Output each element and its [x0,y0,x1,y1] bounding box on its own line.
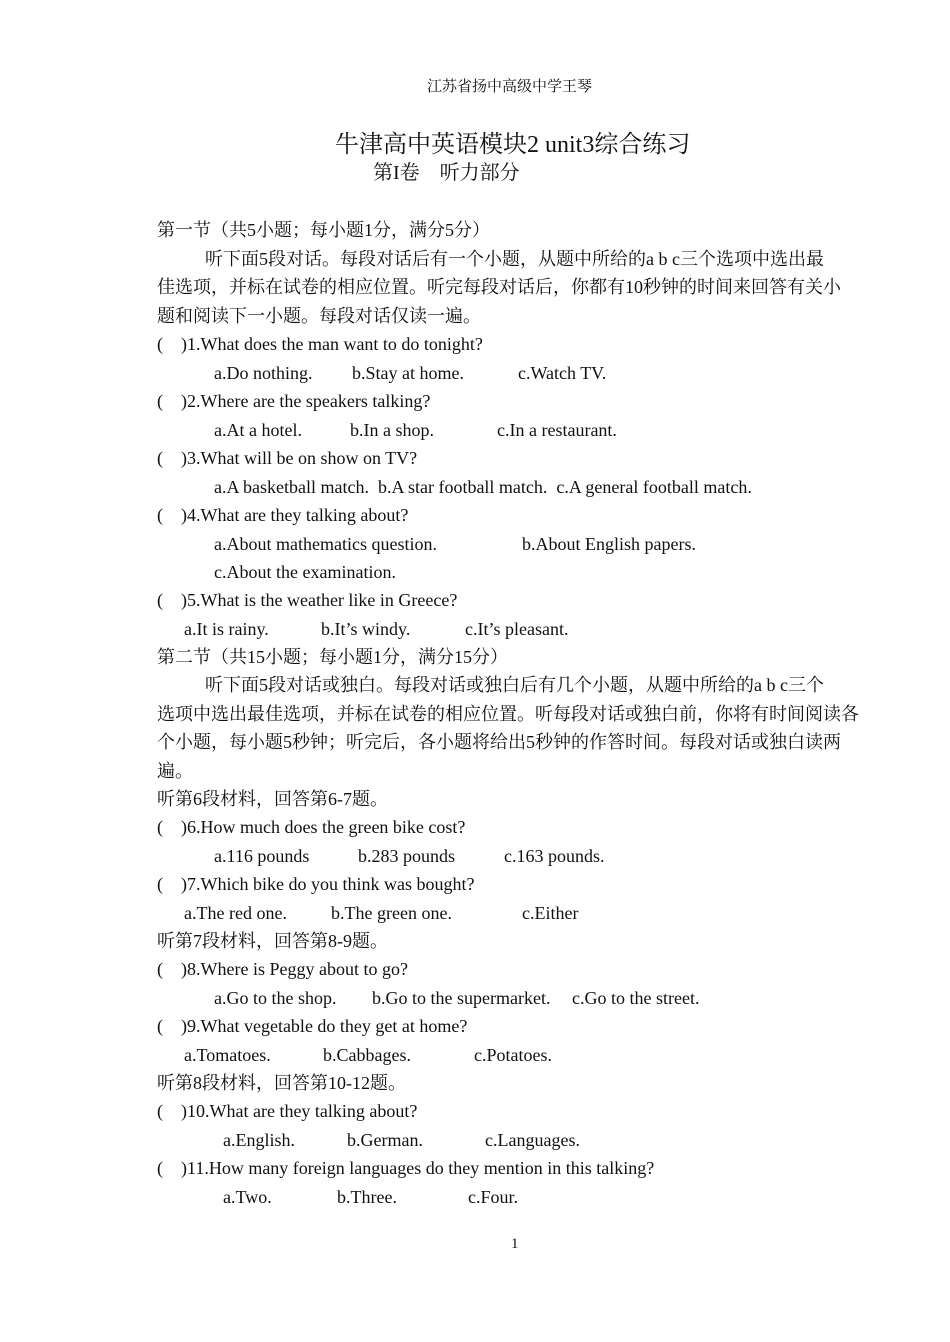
material-8-heading: 听第8段材料，回答第10-12题。 [157,1073,406,1093]
question-8-option-c: c.Go to the street. [572,988,700,1008]
question-7-option-c: c.Either [522,903,579,923]
page-header: 江苏省扬中高级中学王琴 [427,79,593,95]
question-2-stem: ( )2.Where are the speakers talking? [157,391,431,411]
question-10-option-c: c.Languages. [485,1130,580,1150]
document-title: 牛津高中英语模块2 unit3综合练习 [335,132,691,158]
question-3-stem: ( )3.What will be on show on TV? [157,448,418,468]
section1-instructions-line: 听下面5段对话。每段对话后有一个小题，从题中所给的a b c三个选项中选出最 [205,249,824,269]
question-3-options: a.A basketball match. b.A star football match. c.A general football match. [214,477,752,497]
section1-heading: 第一节（共5小题；每小题1分，满分5分） [157,220,490,240]
question-10-option-a: a.English. [223,1130,295,1150]
question-6-option-c: c.163 pounds. [504,846,605,866]
question-11-option-a: a.Two. [223,1187,272,1207]
question-10-stem: ( )10.What are they talking about? [157,1101,418,1121]
question-8-option-b: b.Go to the supermarket. [372,988,551,1008]
document-subtitle: 第I卷 听力部分 [373,162,520,184]
question-9-option-c: c.Potatoes. [474,1045,552,1065]
section2-heading: 第二节（共15小题；每小题1分，满分15分） [157,647,508,667]
question-8-stem: ( )8.Where is Peggy about to go? [157,959,408,979]
question-7-stem: ( )7.Which bike do you think was bought? [157,874,475,894]
question-5-option-c: c.It’s pleasant. [465,619,569,639]
question-9-stem: ( )9.What vegetable do they get at home? [157,1016,468,1036]
question-1-option-a: a.Do nothing. [214,363,313,383]
question-6-stem: ( )6.How much does the green bike cost? [157,817,466,837]
section1-instructions-line: 题和阅读下一小题。每段对话仅读一遍。 [157,306,481,326]
question-1-option-c: c.Watch TV. [518,363,607,383]
section2-instructions-line: 选项中选出最佳选项，并标在试卷的相应位置。听每段对话或独白前，你将有时间阅读各 [157,704,859,724]
question-8-option-a: a.Go to the shop. [214,988,337,1008]
question-5-option-b: b.It’s windy. [321,619,411,639]
question-9-option-b: b.Cabbages. [323,1045,411,1065]
question-1-stem: ( )1.What does the man want to do tonight? [157,334,483,354]
material-6-heading: 听第6段材料，回答第6-7题。 [157,789,388,809]
section1-instructions-line: 佳选项，并标在试卷的相应位置。听完每段对话后，你都有10秒钟的时间来回答有关小 [157,277,841,297]
question-9-option-a: a.Tomatoes. [184,1045,271,1065]
question-7-option-a: a.The red one. [184,903,287,923]
question-4-option-b: b.About English papers. [522,534,696,554]
question-2-option-c: c.In a restaurant. [497,420,617,440]
question-1-option-b: b.Stay at home. [352,363,464,383]
question-11-option-c: c.Four. [468,1187,519,1207]
material-7-heading: 听第7段材料，回答第8-9题。 [157,931,388,951]
question-5-option-a: a.It is rainy. [184,619,269,639]
question-2-option-b: b.In a shop. [350,420,434,440]
question-11-stem: ( )11.How many foreign languages do they mention in this talking? [157,1158,655,1178]
page-number: 1 [511,1236,519,1252]
question-10-option-b: b.German. [347,1130,423,1150]
section2-instructions-line: 听下面5段对话或独白。每段对话或独白后有几个小题，从题中所给的a b c三个 [205,675,824,695]
question-11-option-b: b.Three. [337,1187,397,1207]
question-4-option-c: c.About the examination. [214,562,396,582]
question-4-stem: ( )4.What are they talking about? [157,505,409,525]
question-4-option-a: a.About mathematics question. [214,534,437,554]
section2-instructions-line: 遍。 [157,761,193,781]
question-7-option-b: b.The green one. [331,903,452,923]
question-6-option-b: b.283 pounds [358,846,456,866]
section2-instructions-line: 个小题，每小题5秒钟；听完后，各小题将给出5秒钟的作答时间。每段对话或独白读两 [157,732,841,752]
question-6-option-a: a.116 pounds [214,846,310,866]
question-2-option-a: a.At a hotel. [214,420,302,440]
question-5-stem: ( )5.What is the weather like in Greece? [157,590,458,610]
